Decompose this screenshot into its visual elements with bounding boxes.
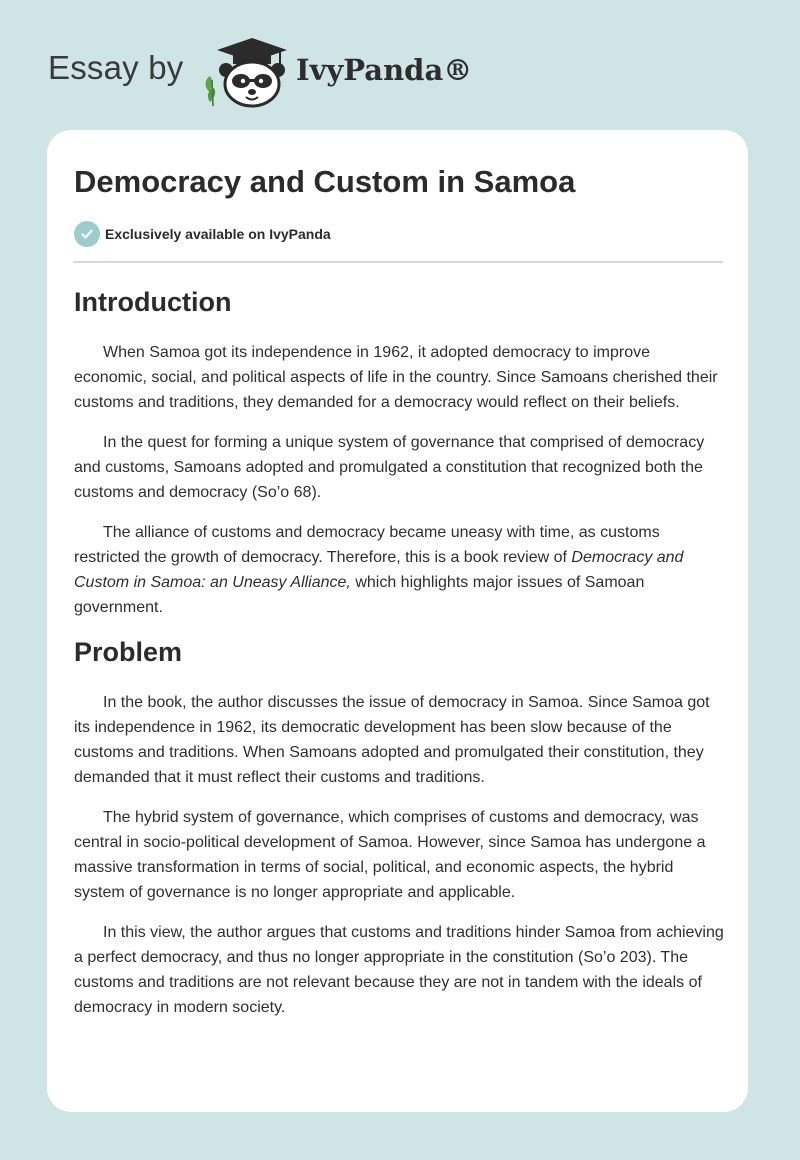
essay-by-label: Essay by <box>48 49 184 86</box>
panda-graduate-logo-icon[interactable] <box>200 36 292 108</box>
essay-card <box>47 130 748 1112</box>
paragraph-text: which highlights major issues of Samoan government. <box>74 574 645 616</box>
check-circle-icon <box>74 221 100 247</box>
essay-body <box>74 280 726 1020</box>
paragraph: In the quest for forming a unique system of governance that comprised of democracy and customs, Samoans adopted and promulgated a constitution that recognized both the customs and democracy (So’o 68). <box>74 434 705 501</box>
exclusive-badge-label: Exclusively available on IvyPanda <box>105 226 331 242</box>
section-heading-introduction: Introduction <box>74 287 232 317</box>
exclusive-badge <box>74 221 331 247</box>
brand-name[interactable]: IvyPanda® <box>296 53 473 87</box>
paragraph-text: The alliance of customs and democracy became uneasy with time, as customs restricted the growth of democracy. Therefore, this is a book review of <box>74 524 660 566</box>
site-header <box>48 36 508 108</box>
title-divider <box>73 261 723 263</box>
paragraph: In this view, the author argues that customs and traditions hinder Samoa from achieving a perfect democracy, and thus no longer appropriate in the constitution (So’o 203). The customs and traditions are not relevant because they are not in tandem with the ideals of democracy in modern society. <box>74 924 724 1016</box>
page-title: Democracy and Custom in Samoa <box>74 164 576 199</box>
section-heading-problem: Problem <box>74 637 183 667</box>
paragraph: In the book, the author discusses the issue of democracy in Samoa. Since Samoa got its independence in 1962, its democratic development has been slow because of the customs and traditions. When Samoans adopted and promulgated their constitution, they demanded that it must reflect their customs and traditions. <box>74 694 710 786</box>
book-title: Democracy and Custom in Samoa: an Uneasy Alliance, <box>74 549 684 591</box>
paragraph <box>74 520 726 620</box>
paragraph: When Samoa got its independence in 1962, it adopted democracy to improve economic, social, and political aspects of life in the country. Since Samoans cherished their customs and traditions, they demanded for a democracy would reflect on their beliefs. <box>74 344 718 411</box>
paragraph: The hybrid system of governance, which comprises of customs and democracy, was central in socio-political development of Samoa. However, since Samoa has undergone a massive transformation in terms of social, political, and economic aspects, the hybrid system of governance is no longer appropriate and applicable. <box>74 809 706 901</box>
